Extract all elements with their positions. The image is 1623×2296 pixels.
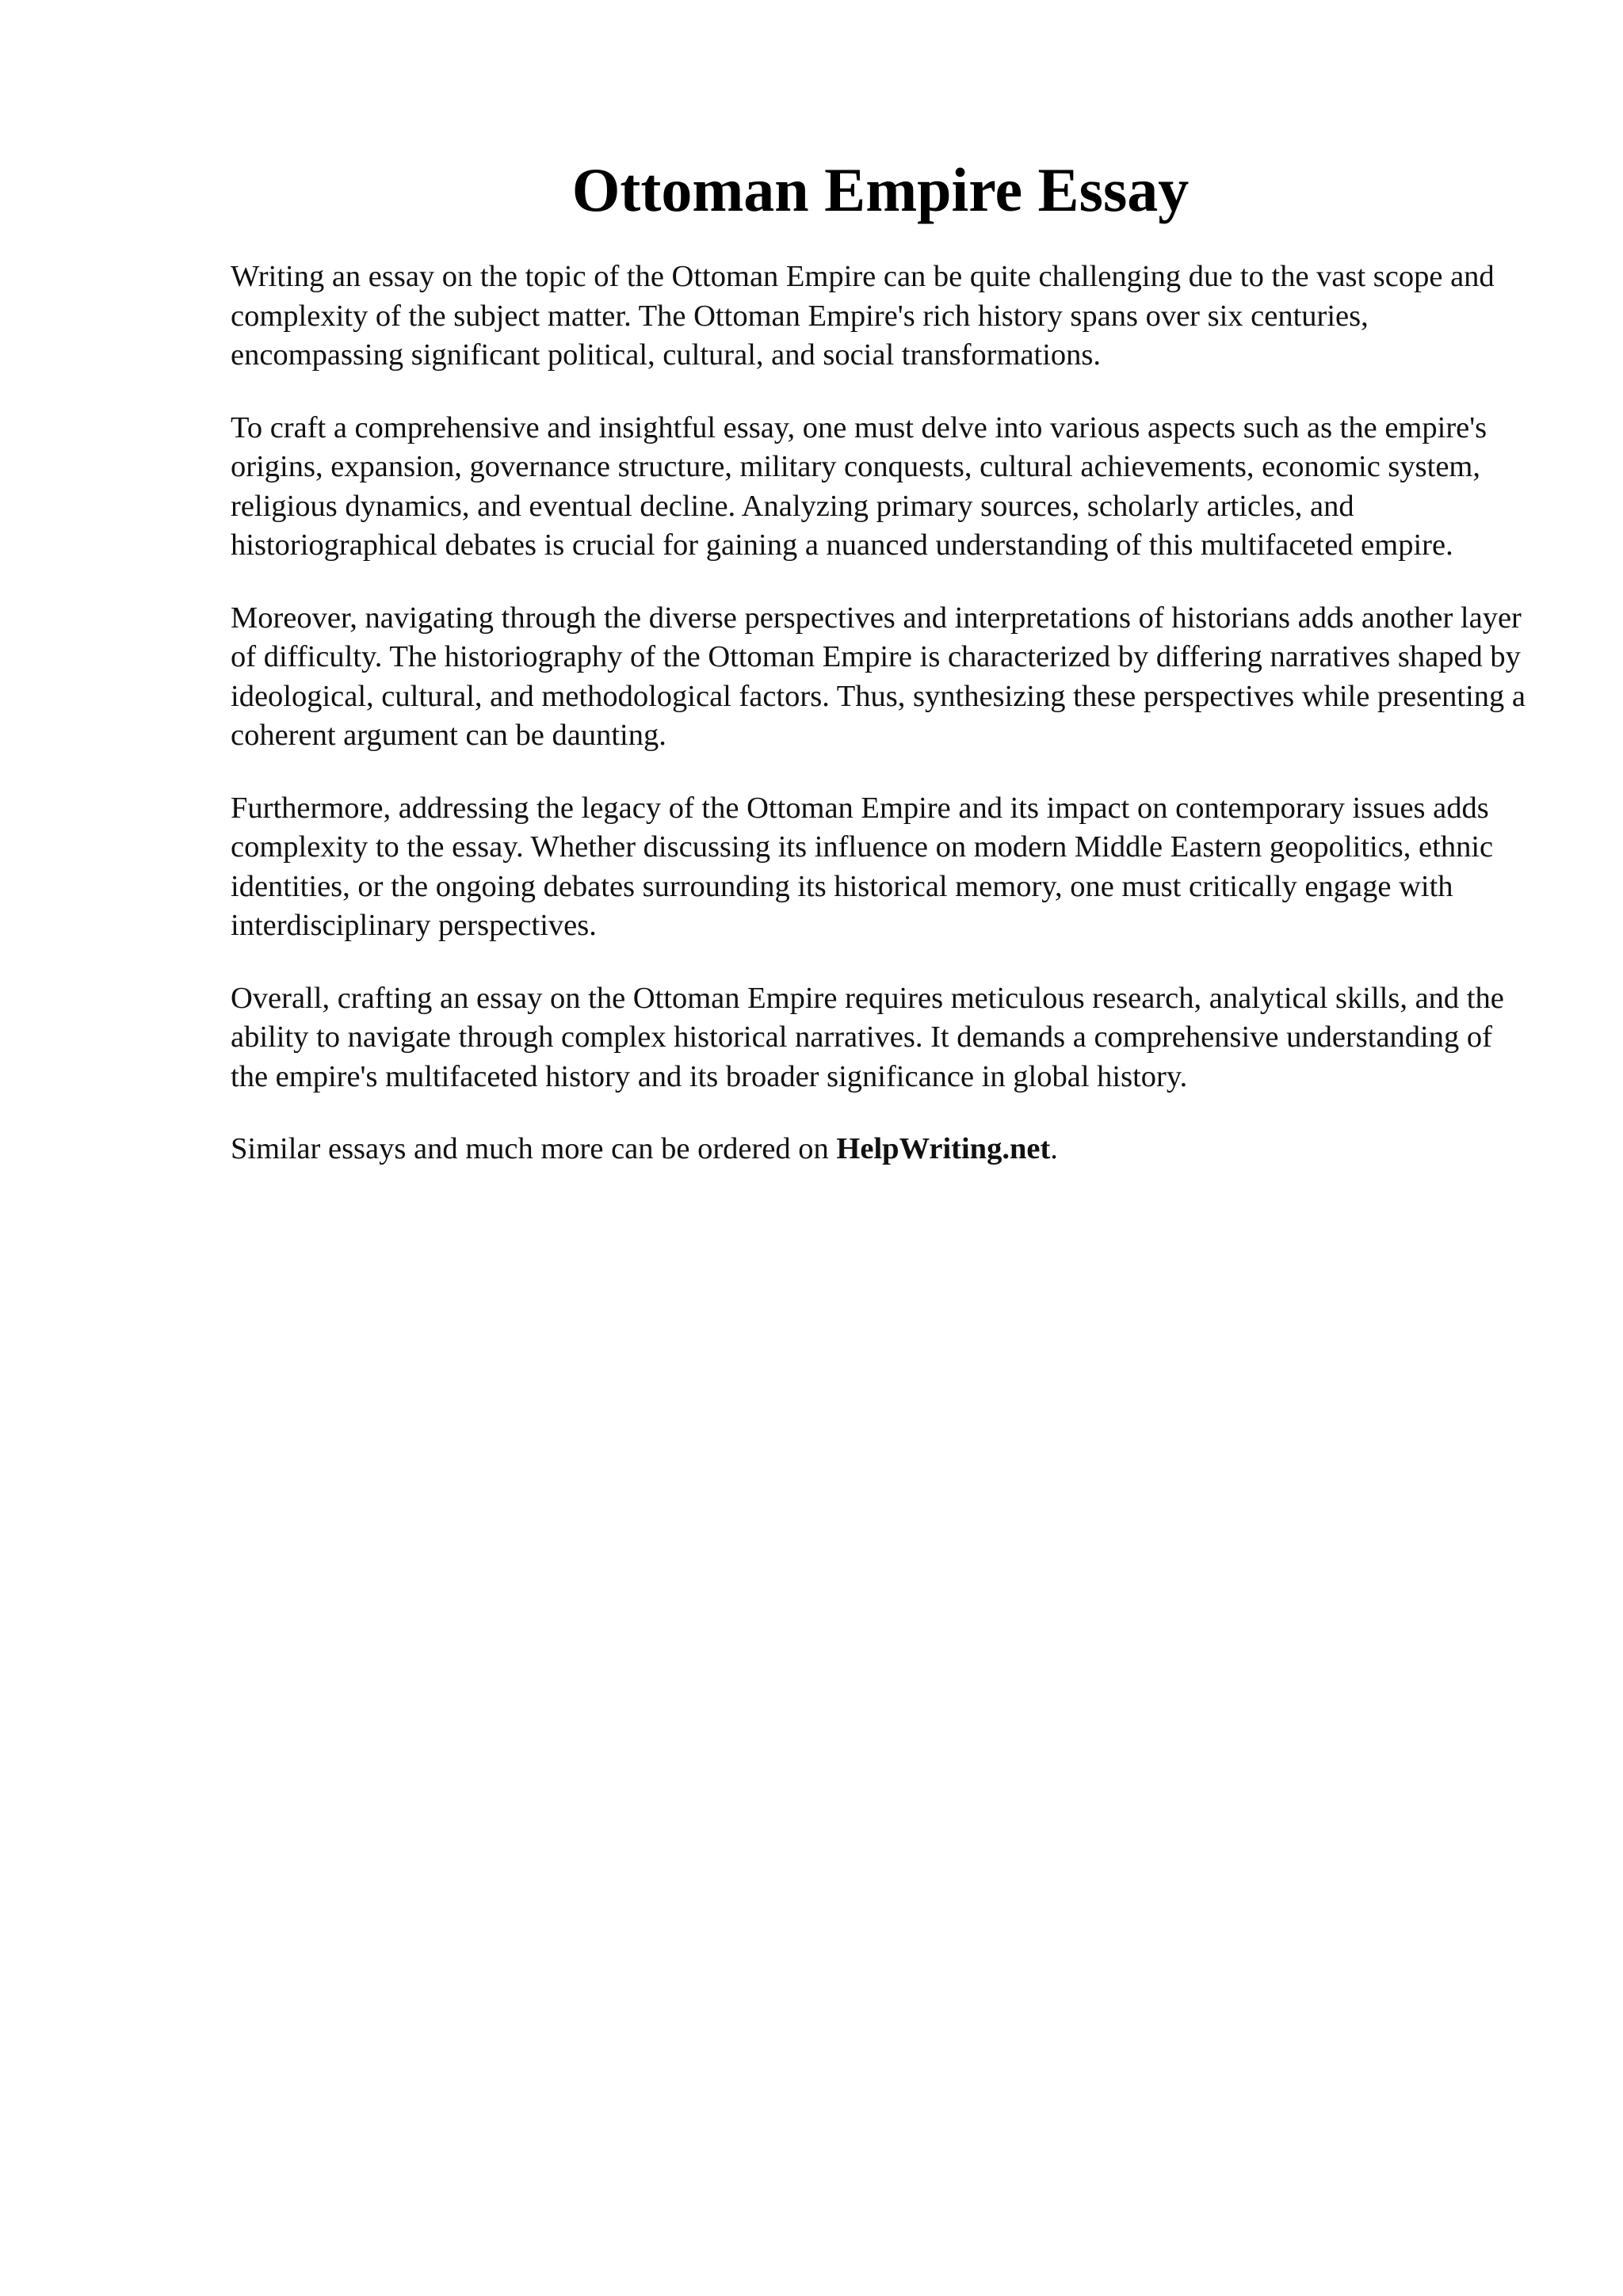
essay-body — [231, 151, 1530, 1169]
paragraph-conclusion: Overall, crafting an essay on the Ottoman Empire requires meticulous research, analytical skills, and the ability to navigate through complex historical narratives. It demands a comprehensive understanding of the empire's multifaceted history and its broader significance in global history. — [231, 981, 1504, 1093]
paragraph-legacy: Furthermore, addressing the legacy of the Ottoman Empire and its impact on contemporary issues adds complexity to the essay. Whether discussing its influence on modern Middle Eastern geopolitics, ethnic identities, or the ongoing debates surrounding its historical memory, one must critically engage with interdisciplinary perspectives. — [231, 791, 1494, 942]
footer-prefix: Similar essays and much more can be ordered on — [231, 1132, 837, 1165]
footer-line — [231, 1130, 1530, 1169]
brand-link[interactable]: HelpWriting.net — [836, 1132, 1051, 1165]
paragraph-intro: Writing an essay on the topic of the Ottoman Empire can be quite challenging due to the vast scope and complexity of the subject matter. The Ottoman Empire's rich history spans over six centuries, encompassing significant political, cultural, and social transformations. — [231, 260, 1495, 372]
footer-suffix: . — [1050, 1132, 1058, 1165]
paragraph-aspects: To craft a comprehensive and insightful essay, one must delve into various aspects such as the empire's origins, expansion, governance structure, military conquests, cultural achievements, economic system, religious dynamics, and eventual decline. Analyzing primary sources, scholarly articles, and historiographical debates is crucial for gaining a nuanced understanding of this multifaceted empire. — [231, 410, 1487, 562]
page-title: Ottoman Empire Essay — [571, 155, 1190, 224]
paragraph-perspectives: Moreover, navigating through the diverse perspectives and interpretations of historians adds another layer of difficulty. The historiography of the Ottoman Empire is characterized by differing narratives shaped by ideological, cultural, and methodological factors. Thus, synthesizing these perspectives while presenting a coherent argument can be daunting. — [231, 601, 1526, 752]
